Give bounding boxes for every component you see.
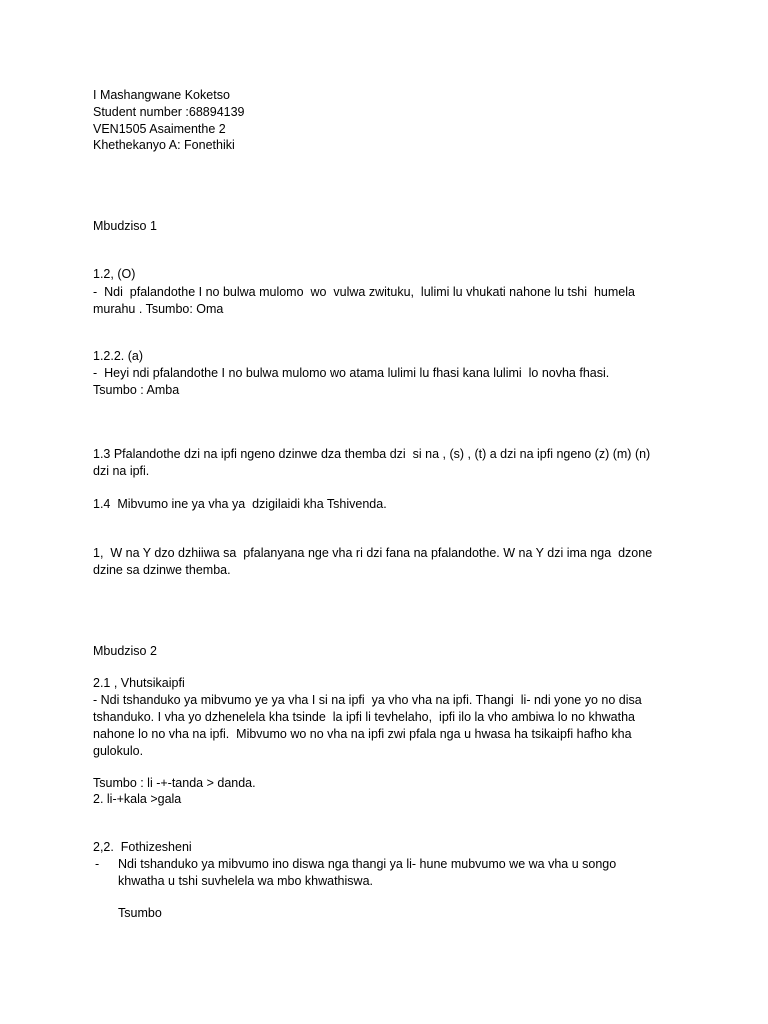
question-1-heading: Mbudziso 1: [93, 219, 157, 233]
answer-1-3-line: dzi na ipfi.: [93, 464, 150, 478]
answer-2-2-line: Ndi tshanduko ya mibvumo ino diswa nga thangi ya li- hune mubvumo we wa vha u songo: [118, 857, 617, 871]
answer-2-1-line: tshanduko. I vha yo dzhenelela kha tsinde la ipfi li tevhelaho, ipfi ilo la vho ambiwa lo no khwatha: [93, 710, 635, 724]
answer-2-1-line: - Ndi tshanduko ya mibvumo ye ya vha I si na ipfi ya vho vha na ipfi. Thangi li- ndi yone yo no disa: [93, 693, 642, 707]
answer-2-2-line: khwatha u tshi suvhelela wa mbo khwathiswa.: [118, 874, 373, 888]
answer-1-4-detail: 1, W na Y dzo dzhiiwa sa pfalanyana nge vha ri dzi fana na pfalandothe. W na Y dzi ima nga dzone: [93, 546, 653, 560]
answer-2-2-label: 2,2. Fothizesheni: [93, 840, 192, 854]
answer-1-2-2-label: 1.2.2. (a): [93, 349, 144, 363]
example-line: 2. li-+kala >gala: [93, 792, 182, 806]
answer-1-2-line: murahu . Tsumbo: Oma: [93, 302, 224, 316]
answer-2-1-line: nahone lo no vha na ipfi. Mibvumo wo no vha na ipfi zwi pfala nga u hwasa ha tsikaipfi hafho kha: [93, 727, 632, 741]
answer-1-4-detail: dzine sa dzinwe themba.: [93, 563, 231, 577]
student-name: I Mashangwane Koketso: [93, 88, 230, 102]
example-label: Tsumbo: [118, 906, 162, 920]
answer-1-4-line: 1.4 Mibvumo ine ya vha ya dzigilaidi kha Tshivenda.: [93, 497, 387, 511]
answer-2-1-label: 2.1 , Vhutsikaipfi: [93, 676, 185, 690]
assignment-title: VEN1505 Asaimenthe 2: [93, 122, 226, 136]
answer-1-2-label: 1.2, (O): [93, 267, 136, 281]
section-title: Khethekanyo A: Fonethiki: [93, 138, 235, 152]
student-number: Student number :68894139: [93, 105, 245, 119]
answer-1-2-2-line: Tsumbo : Amba: [93, 383, 180, 397]
answer-2-1-line: gulokulo.: [93, 744, 144, 758]
question-2-heading: Mbudziso 2: [93, 644, 157, 658]
answer-1-3-line: 1.3 Pfalandothe dzi na ipfi ngeno dzinwe dza themba dzi si na , (s) , (t) a dzi na ipfi ngeno (z) (m) (n): [93, 447, 651, 461]
example-line: Tsumbo : li -+-tanda > danda.: [93, 776, 256, 790]
answer-1-2-2-line: - Heyi ndi pfalandothe I no bulwa mulomo wo atama lulimi lu fhasi kana lulimi lo novha fhasi.: [93, 366, 610, 380]
bullet-dash: -: [95, 857, 100, 871]
answer-1-2-line: - Ndi pfalandothe I no bulwa mulomo wo vulwa zwituku, lulimi lu vhukati nahone lu tshi humela: [93, 285, 635, 299]
